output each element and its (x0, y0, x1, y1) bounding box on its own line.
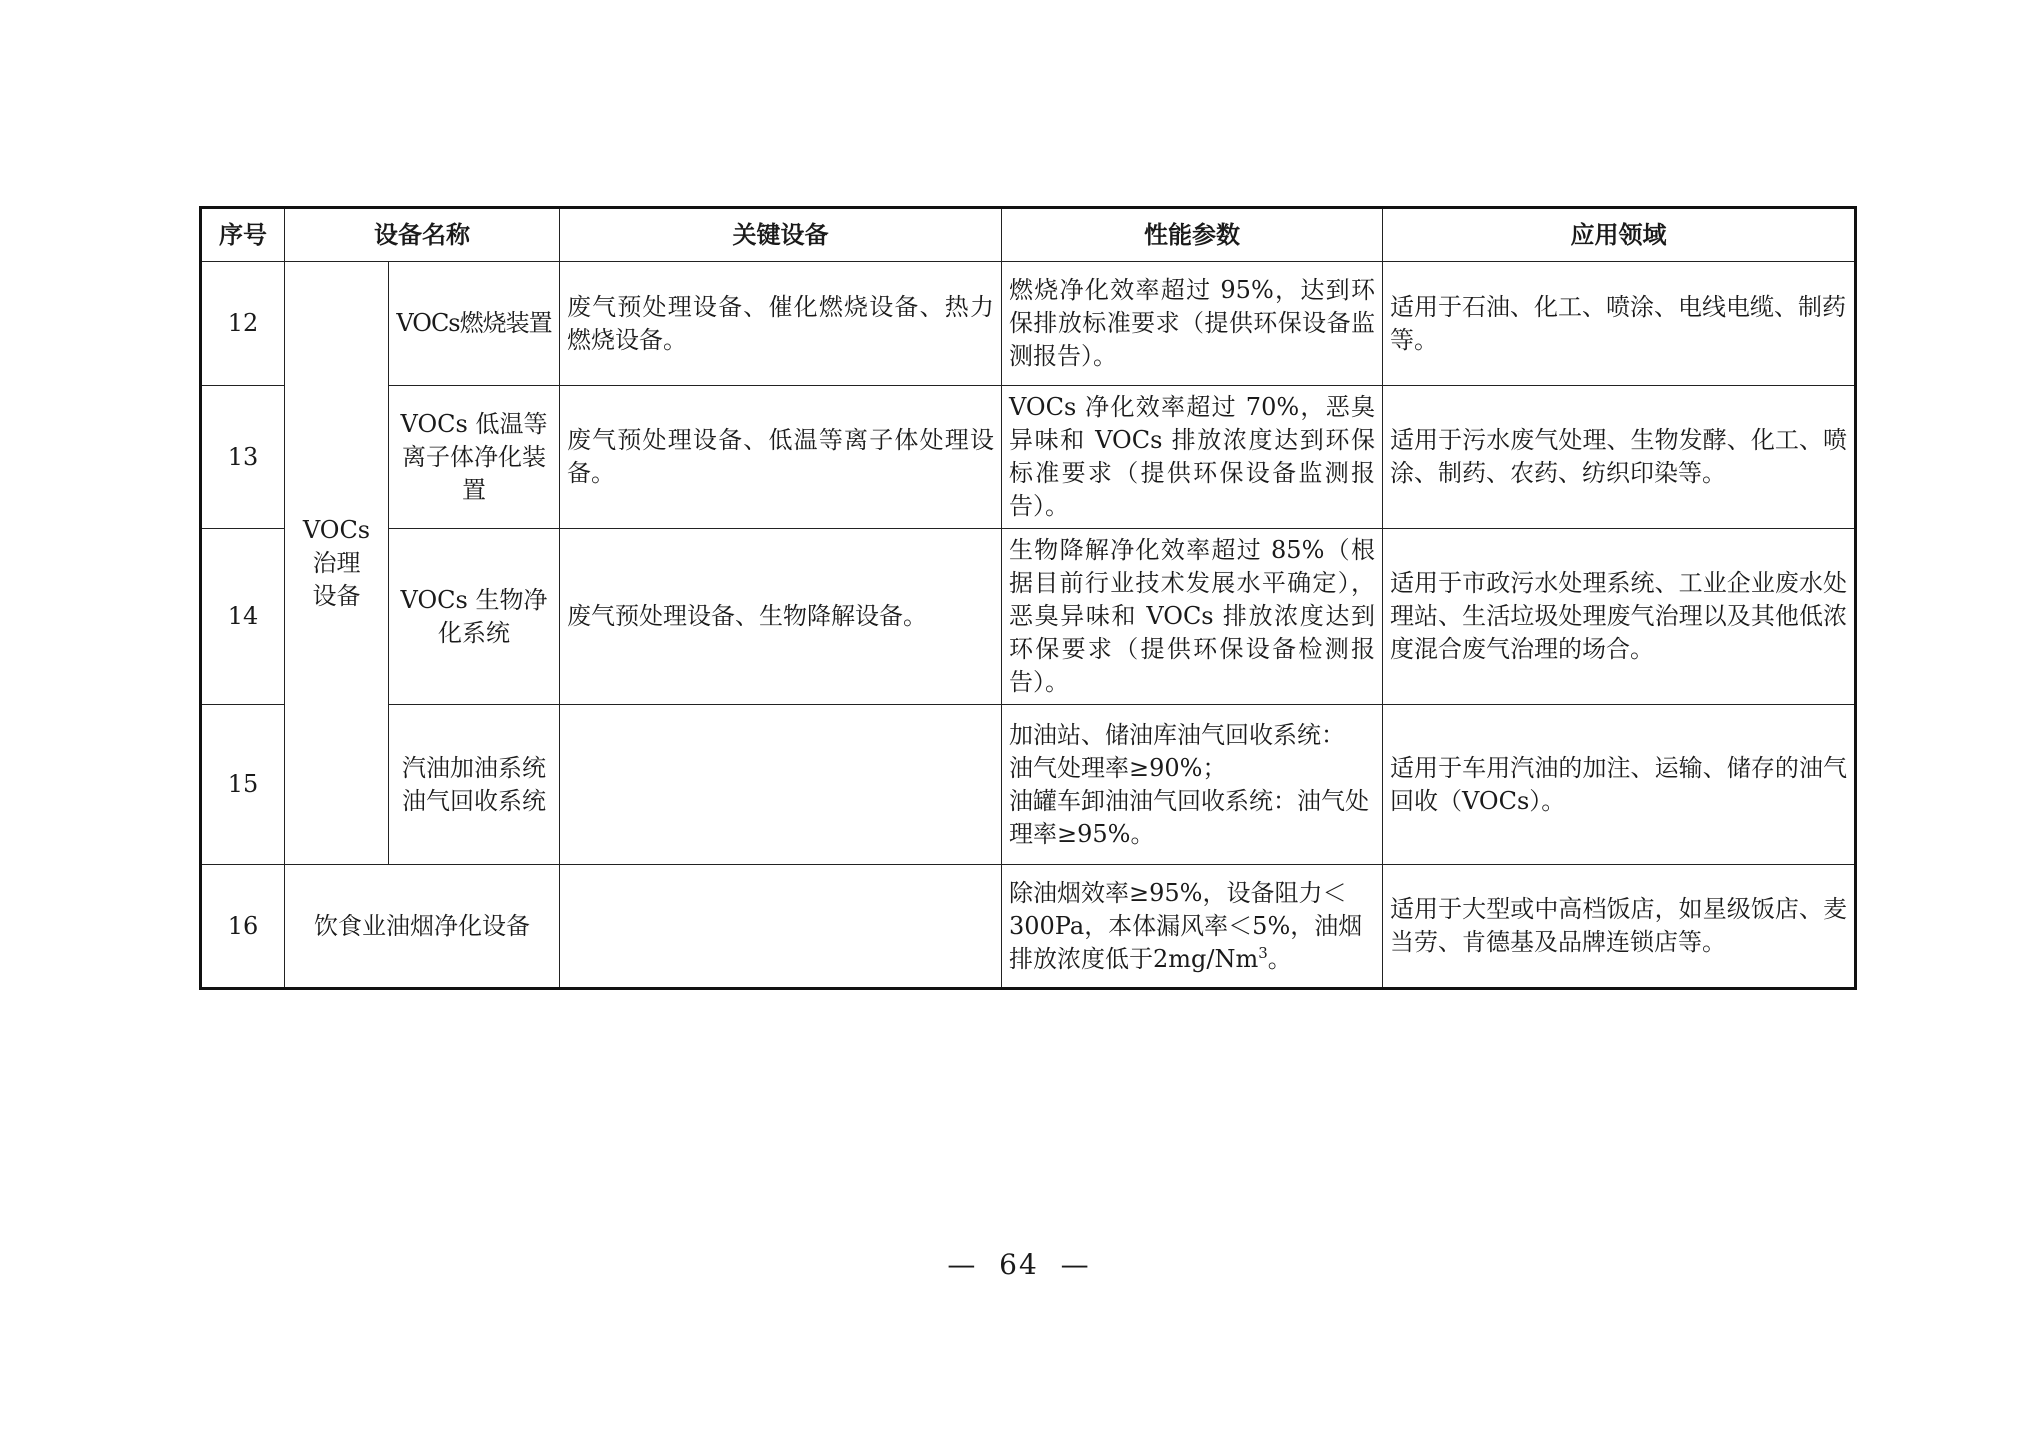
row-seq: 14 (201, 529, 285, 705)
row-seq: 13 (201, 386, 285, 529)
header-seq: 序号 (201, 208, 285, 262)
row-name: VOCs 生物净化系统 (389, 529, 560, 705)
row-application: 适用于大型或中高档饭店，如星级饭店、麦当劳、肯德基及品牌连锁店等。 (1383, 865, 1856, 989)
header-row (201, 208, 1856, 262)
row-key-equipment: 废气预处理设备、催化燃烧设备、热力燃烧设备。 (560, 262, 1002, 386)
group-label-line: 治理 (312, 548, 361, 577)
table-row (201, 386, 1856, 529)
performance-end: 。 (1267, 944, 1292, 973)
page-footer (0, 1248, 2038, 1281)
row-key-equipment: 废气预处理设备、低温等离子体处理设备。 (560, 386, 1002, 529)
equipment-table (199, 206, 1857, 990)
header-performance: 性能参数 (1002, 208, 1383, 262)
row-performance (1002, 705, 1383, 865)
table-row (201, 865, 1856, 989)
row-application: 适用于污水废气处理、生物发酵、化工、喷涂、制药、农药、纺织印染等。 (1383, 386, 1856, 529)
row-performance: VOCs 净化效率超过 70%，恶臭异味和 VOCs 排放浓度达到环保标准要求（提供环保设备监测报告）。 (1002, 386, 1383, 529)
performance-line: 油罐车卸油油气回收系统：油气处理率≥95%。 (1009, 786, 1369, 848)
group-label-line: 设备 (312, 581, 361, 610)
header-application: 应用领域 (1383, 208, 1856, 262)
table-row (201, 529, 1856, 705)
superscript-3: 3 (1258, 943, 1268, 962)
row-name: 饮食业油烟净化设备 (285, 865, 560, 989)
row-key-equipment: 废气预处理设备、生物降解设备。 (560, 529, 1002, 705)
header-key-equipment: 关键设备 (560, 208, 1002, 262)
row-key-equipment (560, 705, 1002, 865)
row-name: VOCs 低温等离子体净化装置 (389, 386, 560, 529)
page-dash-right: — (1060, 1248, 1091, 1281)
row-application: 适用于车用汽油的加注、运输、储存的油气回收（VOCs）。 (1383, 705, 1856, 865)
row-application: 适用于市政污水处理系统、工业企业废水处理站、生活垃圾处理废气治理以及其他低浓度混合废气治理的场合。 (1383, 529, 1856, 705)
page-dash-left: — (947, 1248, 978, 1281)
header-name: 设备名称 (285, 208, 560, 262)
row-key-equipment (560, 865, 1002, 989)
table-row (201, 705, 1856, 865)
row-performance: 生物降解净化效率超过 85%（根据目前行业技术发展水平确定），恶臭异味和 VOCs 排放浓度达到环保要求（提供环保设备检测报告）。 (1002, 529, 1383, 705)
row-seq: 16 (201, 865, 285, 989)
row-seq: 15 (201, 705, 285, 865)
page-number: 64 (999, 1248, 1039, 1281)
row-seq: 12 (201, 262, 285, 386)
table-row (201, 262, 1856, 386)
performance-line: 加油站、储油库油气回收系统： (1009, 720, 1345, 749)
row-application: 适用于石油、化工、喷涂、电线电缆、制药等。 (1383, 262, 1856, 386)
group-label-cell (285, 262, 389, 865)
row-performance (1002, 865, 1383, 989)
group-label-line: VOCs (302, 515, 371, 544)
performance-line: 油气处理率≥90%； (1009, 753, 1227, 782)
row-name: 汽油加油系统油气回收系统 (389, 705, 560, 865)
row-name: VOCs燃烧装置 (389, 262, 560, 386)
row-performance: 燃烧净化效率超过 95%，达到环保排放标准要求（提供环保设备监测报告）。 (1002, 262, 1383, 386)
performance-text: 除油烟效率≥95%，设备阻力＜300Pa，本体漏风率＜5%，油烟排放浓度低于2mg/Nm (1009, 878, 1363, 973)
